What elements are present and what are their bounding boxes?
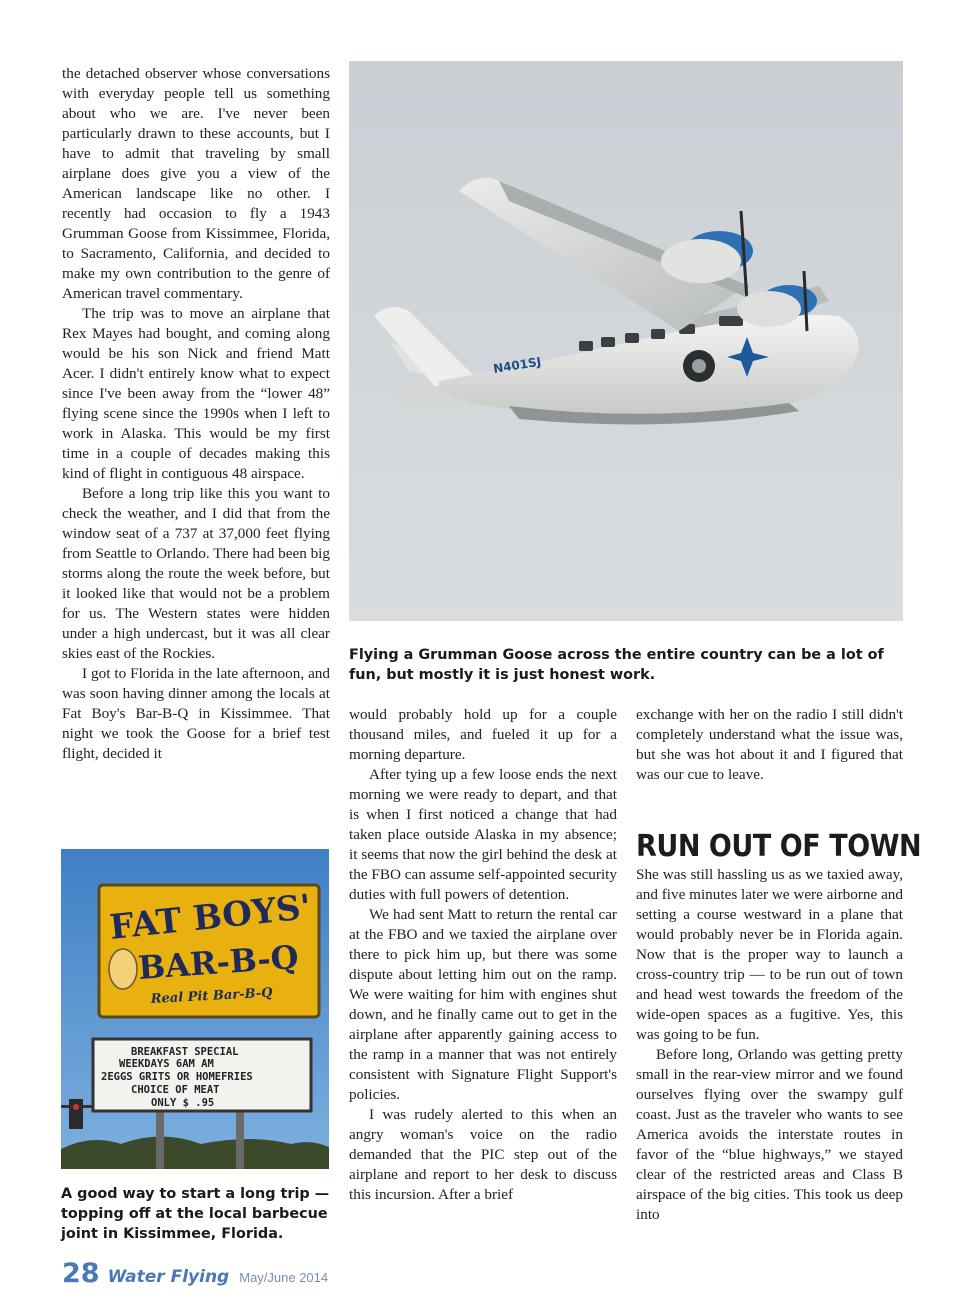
marquee-line: 2EGGS GRITS OR HOMEFRIES	[101, 1071, 253, 1083]
paragraph: After tying up a few loose ends the next morning we were ready to depart, and that is when I first noticed a change that had taken place outside Alaska in my absence; it seems that now the girl behind the desk at the FBO can assume self-appointed security duties with full powers of detention.	[349, 766, 617, 903]
page-number: 28	[62, 1258, 100, 1289]
page-footer	[62, 1258, 328, 1294]
aircraft-registration: N401SJ	[492, 354, 543, 376]
article-column-3-top	[636, 705, 903, 785]
marquee-line: CHOICE OF MEAT	[131, 1084, 220, 1096]
article-column-1	[62, 64, 330, 764]
issue-date: May/June 2014	[239, 1270, 329, 1285]
paragraph: Before long, Orlando was getting pretty small in the rear-view mirror and we found ourselves flying over the swampy gulf coast. Just as the traveler who wants to see America avoids the interstate routes in favor of the “blue highways,” we stayed clear of the restricted areas and Class B airspace of the big cities. This took us deep into	[636, 1046, 903, 1223]
article-column-2	[349, 705, 617, 1205]
sign-tagline: Real Pit Bar-B-Q	[150, 985, 273, 1007]
fat-boys-sign-illustration	[61, 849, 329, 1169]
fat-boys-sign-photo	[61, 849, 329, 1169]
marquee-line: BREAKFAST SPECIAL	[131, 1046, 239, 1058]
paragraph: I was rudely alerted to this when an angry woman's voice on the radio demanded that the PIC step out of the airplane and report to her desk to discuss this incursion. After a brief	[349, 1106, 617, 1203]
paragraph: would probably hold up for a couple thousand miles, and fueled it up for a morning departure.	[349, 706, 617, 763]
section-headline: RUN OUT OF TOWN	[636, 829, 922, 864]
sign-title: FAT BOYS'	[107, 887, 313, 948]
paragraph: We had sent Matt to return the rental car at the FBO and we taxied the airplane over there to pick him up, but there was some dispute about letting him out on the ramp. We were waiting for him with engines shut down, and he finally came out to get in the airplane after apparently gaining access to the ramp in a manner that was not entirely consistent with Signature Flight Support's policies.	[349, 906, 617, 1103]
marquee-line: WEEKDAYS 6AM AM	[119, 1058, 214, 1070]
bbq-photo-caption: A good way to start a long trip — topping off at the local barbecue joint in Kissimmee, Florida.	[61, 1186, 330, 1242]
paragraph: exchange with her on the radio I still didn't completely understand what the issue was, but she was hot about it and I figured that was our cue to leave.	[636, 706, 903, 783]
marquee-line: ONLY $ .95	[151, 1097, 215, 1109]
grumman-goose-illustration	[349, 61, 903, 621]
paragraph: I got to Florida in the late afternoon, and was soon having dinner among the locals at Fat Boy's Bar-B-Q in Kissimmee. That night we took the Goose for a brief test flight, decided it	[62, 665, 330, 762]
magazine-name: Water Flying	[107, 1267, 230, 1287]
paragraph: Before a long trip like this you want to check the weather, and I did that from the window seat of a 737 at 37,000 feet flying from Seattle to Orlando. There had been big storms along the route the week before, but it looked like that would not be a problem for us. The Western states were hidden under a high undercast, but it was all clear skies east of the Rockies.	[62, 485, 330, 662]
paragraph: the detached observer whose conversations with everyday people tell us something about who we are. I've never been particularly drawn to these accounts, but I have to admit that traveling by small airplane does give you a view of the American landscape like no other. I recently had occasion to fly a 1943 Grumman Goose from Kissimmee, Florida, to Sacramento, California, and decided to make my own contribution to the genre of American travel commentary.	[62, 65, 330, 302]
plane-photo-caption: Flying a Grumman Goose across the entire country can be a lot of fun, but mostly it is just honest work.	[349, 647, 884, 683]
grumman-goose-photo	[349, 61, 903, 621]
paragraph: She was still hassling us as we taxied away, and five minutes later we were airborne and setting a course westward in a plane that would probably never be in Florida again. Now that is the proper way to launch a cross-country trip — to be run out of town and head west towards the freedom of the wide-open spaces as a fugitive. Yes, this was going to be fun.	[636, 866, 903, 1043]
paragraph: The trip was to move an airplane that Rex Mayes had bought, and coming along would be his son Nick and friend Matt Acer. I didn't entirely know what to expect since I've been away from the “lower 48” flying scene since the 1990s when I left to work in Alaska. This would be my first time in a couple of decades making this kind of flight in contiguous 48 airspace.	[62, 305, 330, 482]
pig-mascot-icon	[109, 949, 137, 989]
sign-subtitle: BAR-B-Q	[136, 937, 300, 987]
article-column-3-bottom	[636, 865, 903, 1225]
